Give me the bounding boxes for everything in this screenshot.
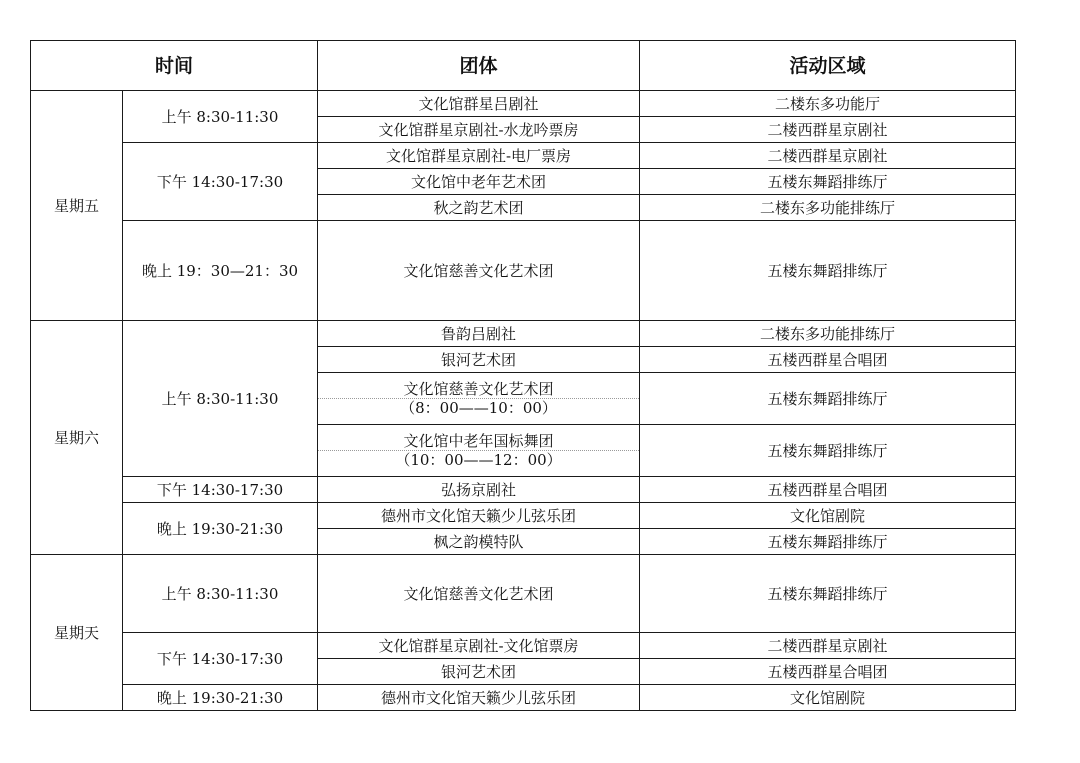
day-saturday: 星期六 xyxy=(31,321,123,555)
table-row xyxy=(31,477,1016,503)
time-slot: 上午 8:30-11:30 xyxy=(123,91,318,143)
group-split xyxy=(318,432,639,469)
time-slot: 上午 8:30-11:30 xyxy=(123,321,318,477)
time-slot: 晚上 19:30-21:30 xyxy=(123,685,318,711)
area-cell: 五楼西群星合唱团 xyxy=(640,477,1016,503)
group-name: 文化馆慈善文化艺术团 xyxy=(318,380,639,399)
schedule-sheet xyxy=(30,40,1016,711)
area-cell: 五楼东舞蹈排练厅 xyxy=(640,529,1016,555)
time-slot: 晚上 19:30-21:30 xyxy=(123,503,318,555)
group-split xyxy=(318,380,639,417)
day-friday: 星期五 xyxy=(31,91,123,321)
group-cell: 文化馆慈善文化艺术团 xyxy=(318,221,640,321)
area-cell: 二楼东多功能排练厅 xyxy=(640,195,1016,221)
table-row xyxy=(31,503,1016,529)
area-cell: 五楼东舞蹈排练厅 xyxy=(640,555,1016,633)
group-cell: 文化馆慈善文化艺术团 xyxy=(318,555,640,633)
area-cell: 二楼东多功能排练厅 xyxy=(640,321,1016,347)
schedule-table xyxy=(30,40,1016,711)
group-cell: 文化馆群星吕剧社 xyxy=(318,91,640,117)
time-slot: 下午 14:30-17:30 xyxy=(123,143,318,221)
area-cell: 五楼东舞蹈排练厅 xyxy=(640,373,1016,425)
group-cell: 秋之韵艺术团 xyxy=(318,195,640,221)
area-cell: 文化馆剧院 xyxy=(640,503,1016,529)
group-time-range: （8：00——10：00） xyxy=(400,399,557,417)
table-row xyxy=(31,91,1016,117)
header-time: 时间 xyxy=(31,41,318,91)
area-cell: 文化馆剧院 xyxy=(640,685,1016,711)
area-cell: 五楼西群星合唱团 xyxy=(640,347,1016,373)
area-cell: 五楼东舞蹈排练厅 xyxy=(640,221,1016,321)
group-cell xyxy=(318,425,640,477)
group-name: 文化馆中老年国标舞团 xyxy=(318,432,639,451)
group-cell: 枫之韵模特队 xyxy=(318,529,640,555)
area-cell: 二楼西群星京剧社 xyxy=(640,143,1016,169)
table-row xyxy=(31,143,1016,169)
time-slot: 上午 8:30-11:30 xyxy=(123,555,318,633)
group-cell: 文化馆群星京剧社-电厂票房 xyxy=(318,143,640,169)
area-cell: 五楼东舞蹈排练厅 xyxy=(640,425,1016,477)
table-row xyxy=(31,685,1016,711)
table-row xyxy=(31,321,1016,347)
group-time-range: （10：00——12：00） xyxy=(395,451,562,469)
header-area: 活动区域 xyxy=(640,41,1016,91)
group-cell: 弘扬京剧社 xyxy=(318,477,640,503)
table-row xyxy=(31,633,1016,659)
header-group: 团体 xyxy=(318,41,640,91)
time-slot: 下午 14:30-17:30 xyxy=(123,633,318,685)
table-row xyxy=(31,555,1016,633)
group-cell: 文化馆群星京剧社-水龙吟票房 xyxy=(318,117,640,143)
day-sunday: 星期天 xyxy=(31,555,123,711)
group-cell: 文化馆群星京剧社-文化馆票房 xyxy=(318,633,640,659)
group-cell: 德州市文化馆天籁少儿弦乐团 xyxy=(318,503,640,529)
group-cell: 德州市文化馆天籁少儿弦乐团 xyxy=(318,685,640,711)
group-cell xyxy=(318,373,640,425)
group-cell: 鲁韵吕剧社 xyxy=(318,321,640,347)
area-cell: 二楼西群星京剧社 xyxy=(640,117,1016,143)
header-row xyxy=(31,41,1016,91)
area-cell: 五楼东舞蹈排练厅 xyxy=(640,169,1016,195)
area-cell: 二楼西群星京剧社 xyxy=(640,633,1016,659)
area-cell: 二楼东多功能厅 xyxy=(640,91,1016,117)
group-cell: 银河艺术团 xyxy=(318,347,640,373)
time-slot: 下午 14:30-17:30 xyxy=(123,477,318,503)
group-cell: 银河艺术团 xyxy=(318,659,640,685)
group-cell: 文化馆中老年艺术团 xyxy=(318,169,640,195)
area-cell: 五楼西群星合唱团 xyxy=(640,659,1016,685)
time-slot: 晚上 19：30—21：30 xyxy=(123,221,318,321)
table-row xyxy=(31,221,1016,321)
